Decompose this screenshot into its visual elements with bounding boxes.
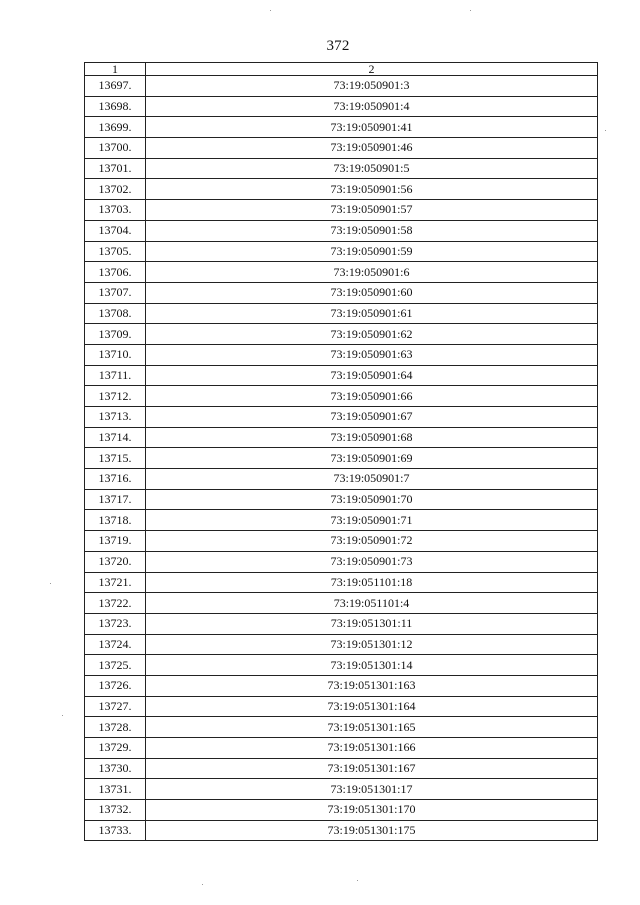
table-header-row	[85, 63, 598, 76]
row-number-cell: 13730.	[85, 758, 146, 779]
cadastral-number-cell: 73:19:050901:3	[146, 76, 598, 97]
cadastral-number-cell: 73:19:051101:4	[146, 593, 598, 614]
table-row	[85, 779, 598, 800]
scan-speck	[357, 880, 358, 881]
cadastral-number-table	[84, 62, 598, 841]
table-row	[85, 220, 598, 241]
row-number-cell: 13710.	[85, 344, 146, 365]
row-number-cell: 13721.	[85, 572, 146, 593]
row-number-cell: 13726.	[85, 675, 146, 696]
cadastral-number-cell: 73:19:050901:71	[146, 510, 598, 531]
cadastral-number-cell: 73:19:051301:170	[146, 800, 598, 821]
row-number-cell: 13718.	[85, 510, 146, 531]
cadastral-number-cell: 73:19:051301:175	[146, 820, 598, 841]
cadastral-number-cell: 73:19:050901:66	[146, 386, 598, 407]
cadastral-number-cell: 73:19:050901:73	[146, 551, 598, 572]
table-row	[85, 489, 598, 510]
table-row	[85, 593, 598, 614]
cadastral-number-cell: 73:19:051301:163	[146, 675, 598, 696]
table-row	[85, 386, 598, 407]
table-row	[85, 448, 598, 469]
table-row	[85, 510, 598, 531]
table-row	[85, 262, 598, 283]
row-number-cell: 13703.	[85, 200, 146, 221]
cadastral-number-cell: 73:19:050901:7	[146, 469, 598, 490]
cadastral-number-cell: 73:19:050901:64	[146, 365, 598, 386]
row-number-cell: 13715.	[85, 448, 146, 469]
row-number-cell: 13711.	[85, 365, 146, 386]
row-number-cell: 13700.	[85, 138, 146, 159]
cadastral-number-cell: 73:19:050901:62	[146, 324, 598, 345]
cadastral-number-cell: 73:19:050901:60	[146, 282, 598, 303]
table-row	[85, 675, 598, 696]
table-row	[85, 551, 598, 572]
cadastral-number-cell: 73:19:050901:41	[146, 117, 598, 138]
row-number-cell: 13705.	[85, 241, 146, 262]
cadastral-number-cell: 73:19:050901:69	[146, 448, 598, 469]
cadastral-number-cell: 73:19:050901:57	[146, 200, 598, 221]
scan-speck	[470, 10, 471, 11]
cadastral-number-cell: 73:19:050901:5	[146, 158, 598, 179]
table-row	[85, 117, 598, 138]
row-number-cell: 13728.	[85, 717, 146, 738]
row-number-cell: 13712.	[85, 386, 146, 407]
row-number-cell: 13714.	[85, 427, 146, 448]
table-row	[85, 531, 598, 552]
table-row	[85, 179, 598, 200]
table-row	[85, 303, 598, 324]
table-body	[85, 76, 598, 841]
cadastral-number-cell: 73:19:051301:164	[146, 696, 598, 717]
table-row	[85, 469, 598, 490]
table-row	[85, 76, 598, 97]
table-row	[85, 758, 598, 779]
row-number-cell: 13727.	[85, 696, 146, 717]
cadastral-number-cell: 73:19:051301:12	[146, 634, 598, 655]
row-number-cell: 13719.	[85, 531, 146, 552]
row-number-cell: 13733.	[85, 820, 146, 841]
table-row	[85, 613, 598, 634]
row-number-cell: 13724.	[85, 634, 146, 655]
table-row	[85, 717, 598, 738]
scan-speck	[50, 583, 51, 584]
table-row	[85, 138, 598, 159]
table-row	[85, 365, 598, 386]
table-row	[85, 696, 598, 717]
row-number-cell: 13704.	[85, 220, 146, 241]
table-row	[85, 634, 598, 655]
cadastral-number-cell: 73:19:050901:68	[146, 427, 598, 448]
cadastral-number-cell: 73:19:050901:72	[146, 531, 598, 552]
row-number-cell: 13723.	[85, 613, 146, 634]
row-number-cell: 13722.	[85, 593, 146, 614]
cadastral-number-cell: 73:19:050901:63	[146, 344, 598, 365]
table-row	[85, 282, 598, 303]
table-header	[85, 63, 598, 76]
cadastral-number-cell: 73:19:051301:17	[146, 779, 598, 800]
table-row	[85, 158, 598, 179]
cadastral-number-cell: 73:19:050901:70	[146, 489, 598, 510]
table-row	[85, 344, 598, 365]
row-number-cell: 13701.	[85, 158, 146, 179]
row-number-cell: 13720.	[85, 551, 146, 572]
cadastral-number-cell: 73:19:051301:11	[146, 613, 598, 634]
row-number-cell: 13731.	[85, 779, 146, 800]
table-row	[85, 820, 598, 841]
cadastral-number-cell: 73:19:051101:18	[146, 572, 598, 593]
row-number-cell: 13699.	[85, 117, 146, 138]
row-number-cell: 13702.	[85, 179, 146, 200]
table-row	[85, 572, 598, 593]
cadastral-number-cell: 73:19:050901:58	[146, 220, 598, 241]
scan-speck	[270, 10, 271, 11]
cadastral-number-cell: 73:19:051301:14	[146, 655, 598, 676]
cadastral-number-cell: 73:19:050901:4	[146, 96, 598, 117]
table-row	[85, 427, 598, 448]
column-header-2: 2	[146, 63, 598, 76]
row-number-cell: 13713.	[85, 407, 146, 428]
cadastral-number-cell: 73:19:050901:67	[146, 407, 598, 428]
scan-speck	[62, 715, 63, 716]
scan-speck	[202, 884, 203, 885]
table-row	[85, 655, 598, 676]
page-number: 372	[326, 38, 350, 54]
table-row	[85, 324, 598, 345]
cadastral-number-cell: 73:19:050901:61	[146, 303, 598, 324]
row-number-cell: 13706.	[85, 262, 146, 283]
row-number-cell: 13725.	[85, 655, 146, 676]
column-header-1: 1	[85, 63, 146, 76]
row-number-cell: 13707.	[85, 282, 146, 303]
row-number-cell: 13709.	[85, 324, 146, 345]
row-number-cell: 13698.	[85, 96, 146, 117]
cadastral-number-cell: 73:19:050901:59	[146, 241, 598, 262]
cadastral-number-cell: 73:19:051301:167	[146, 758, 598, 779]
cadastral-number-cell: 73:19:050901:6	[146, 262, 598, 283]
row-number-cell: 13729.	[85, 738, 146, 759]
row-number-cell: 13732.	[85, 800, 146, 821]
row-number-cell: 13716.	[85, 469, 146, 490]
row-number-cell: 13717.	[85, 489, 146, 510]
table-row	[85, 800, 598, 821]
row-number-cell: 13697.	[85, 76, 146, 97]
row-number-cell: 13708.	[85, 303, 146, 324]
cadastral-number-cell: 73:19:051301:165	[146, 717, 598, 738]
table-row	[85, 738, 598, 759]
table-row	[85, 200, 598, 221]
table-row	[85, 96, 598, 117]
scan-speck	[605, 130, 606, 131]
table-row	[85, 241, 598, 262]
table-row	[85, 407, 598, 428]
cadastral-number-cell: 73:19:050901:46	[146, 138, 598, 159]
cadastral-number-cell: 73:19:050901:56	[146, 179, 598, 200]
cadastral-number-cell: 73:19:051301:166	[146, 738, 598, 759]
